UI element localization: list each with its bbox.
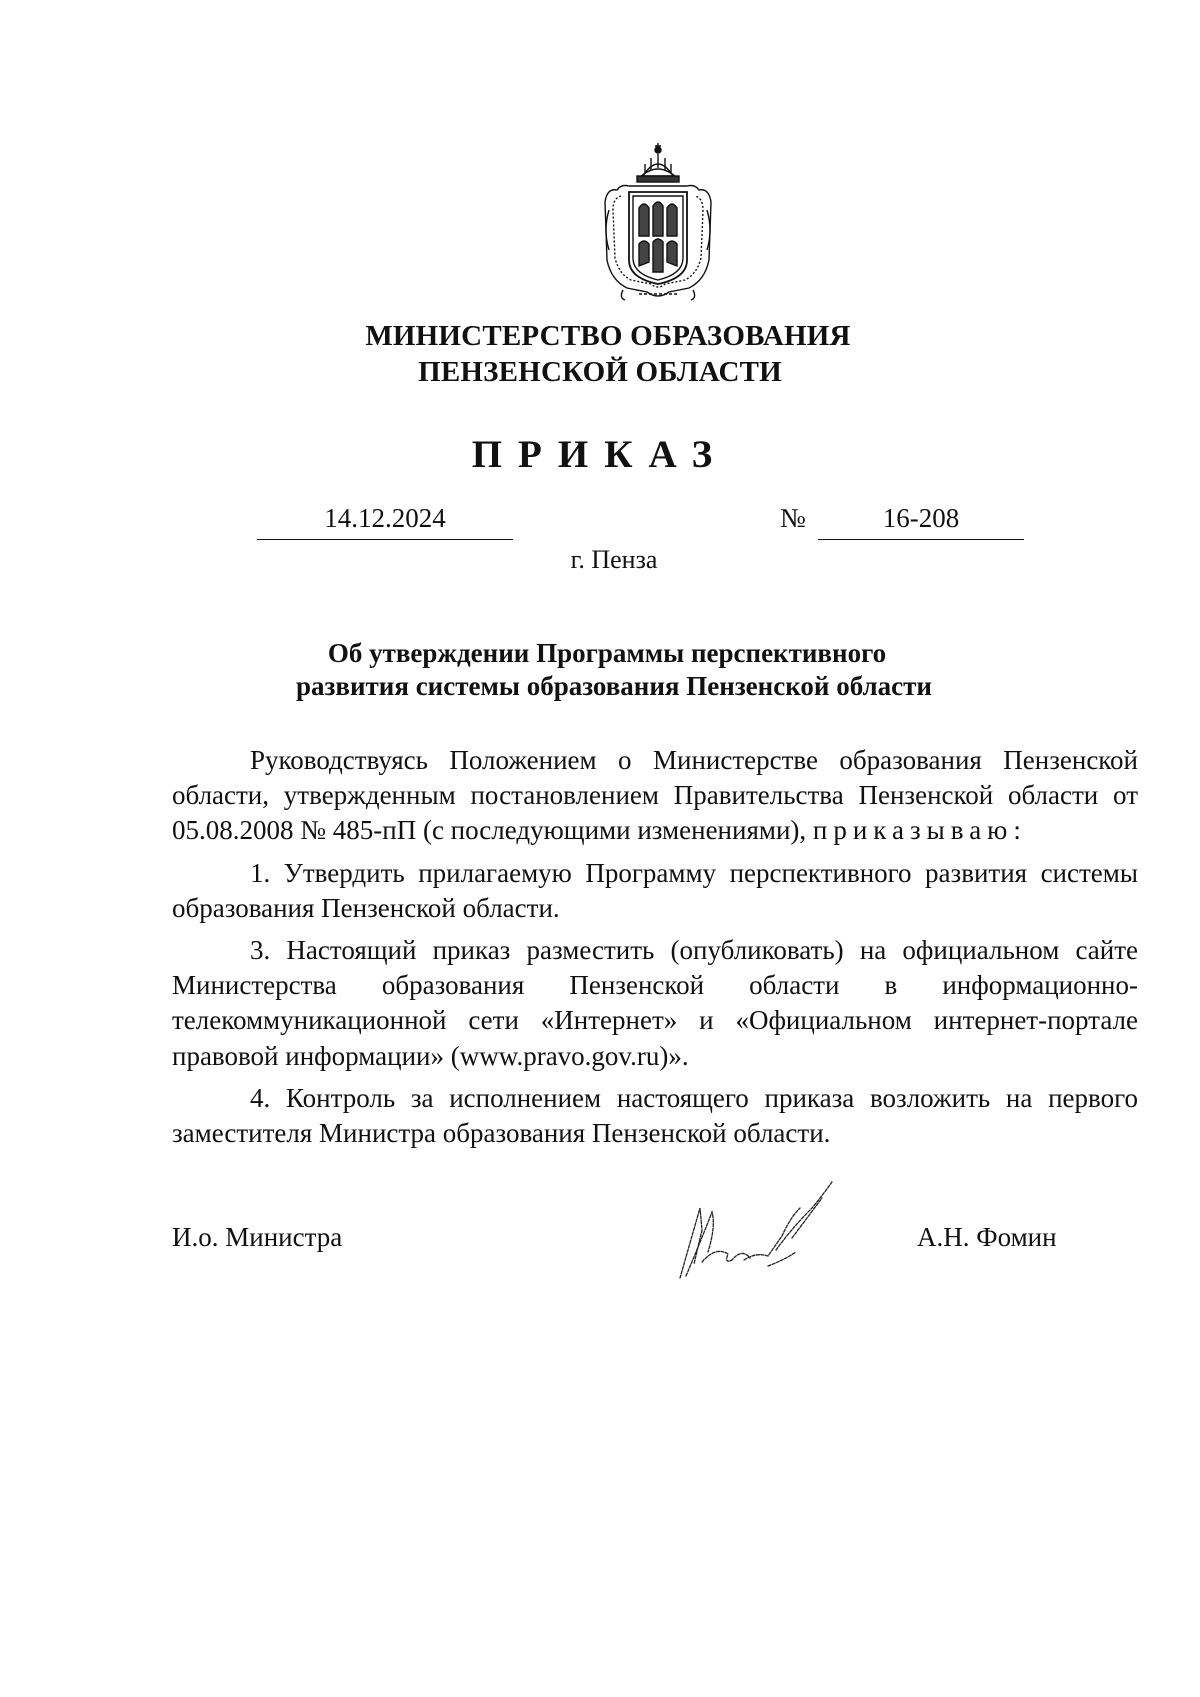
subject-line2: развития системы образования Пензенской области — [296, 671, 932, 701]
ministry-name-line1: МИНИСТЕРСТВО ОБРАЗОВАНИЯ — [365, 320, 851, 352]
preamble-paragraph — [172, 743, 1138, 849]
coat-of-arms-icon — [599, 140, 717, 302]
signatory-position: И.о. Министра — [172, 1222, 343, 1252]
order-number: 16-208 — [882, 503, 960, 533]
subject-line1: Об утверждении Программы перспективного — [327, 638, 887, 668]
number-sign: № — [780, 503, 806, 533]
signatory-name: А.Н. Фомин — [917, 1222, 1057, 1252]
number-underline — [818, 539, 1024, 540]
document-type-title: ПРИКАЗ — [471, 433, 729, 476]
handwritten-signature-icon — [672, 1168, 872, 1288]
issue-city: г. Пенза — [570, 545, 658, 574]
order-verb: приказываю: — [812, 815, 1027, 846]
order-body — [172, 743, 1138, 1158]
clause-3: 3. Настоящий приказ разместить (опубликовать) на официальном сайте Министерства образования Пензенской области в информационно-телекоммуникационной сети «Интернет» и «Официальном интернет-портале правовой информации» (www.pravo.gov.ru)». — [172, 935, 1138, 1071]
clause-4: 4. Контроль за исполнением настоящего приказа возложить на первого заместителя Министра образования Пензенской области. — [172, 1082, 1138, 1149]
preamble-text: Руководствуясь Положением о Министерстве образования Пензенской области, утвержденным постановлением Правительства Пензенской области от 05.08.2008 № 485-пП (с последующими изменениями), — [172, 745, 1138, 846]
order-date: 14.12.2024 — [324, 503, 446, 533]
ministry-name-line2: ПЕНЗЕНСКОЙ ОБЛАСТИ — [418, 356, 782, 388]
date-underline — [257, 539, 513, 540]
clause-1: 1. Утвердить прилагаемую Программу перспективного развития системы образования Пензенской области. — [172, 857, 1138, 923]
